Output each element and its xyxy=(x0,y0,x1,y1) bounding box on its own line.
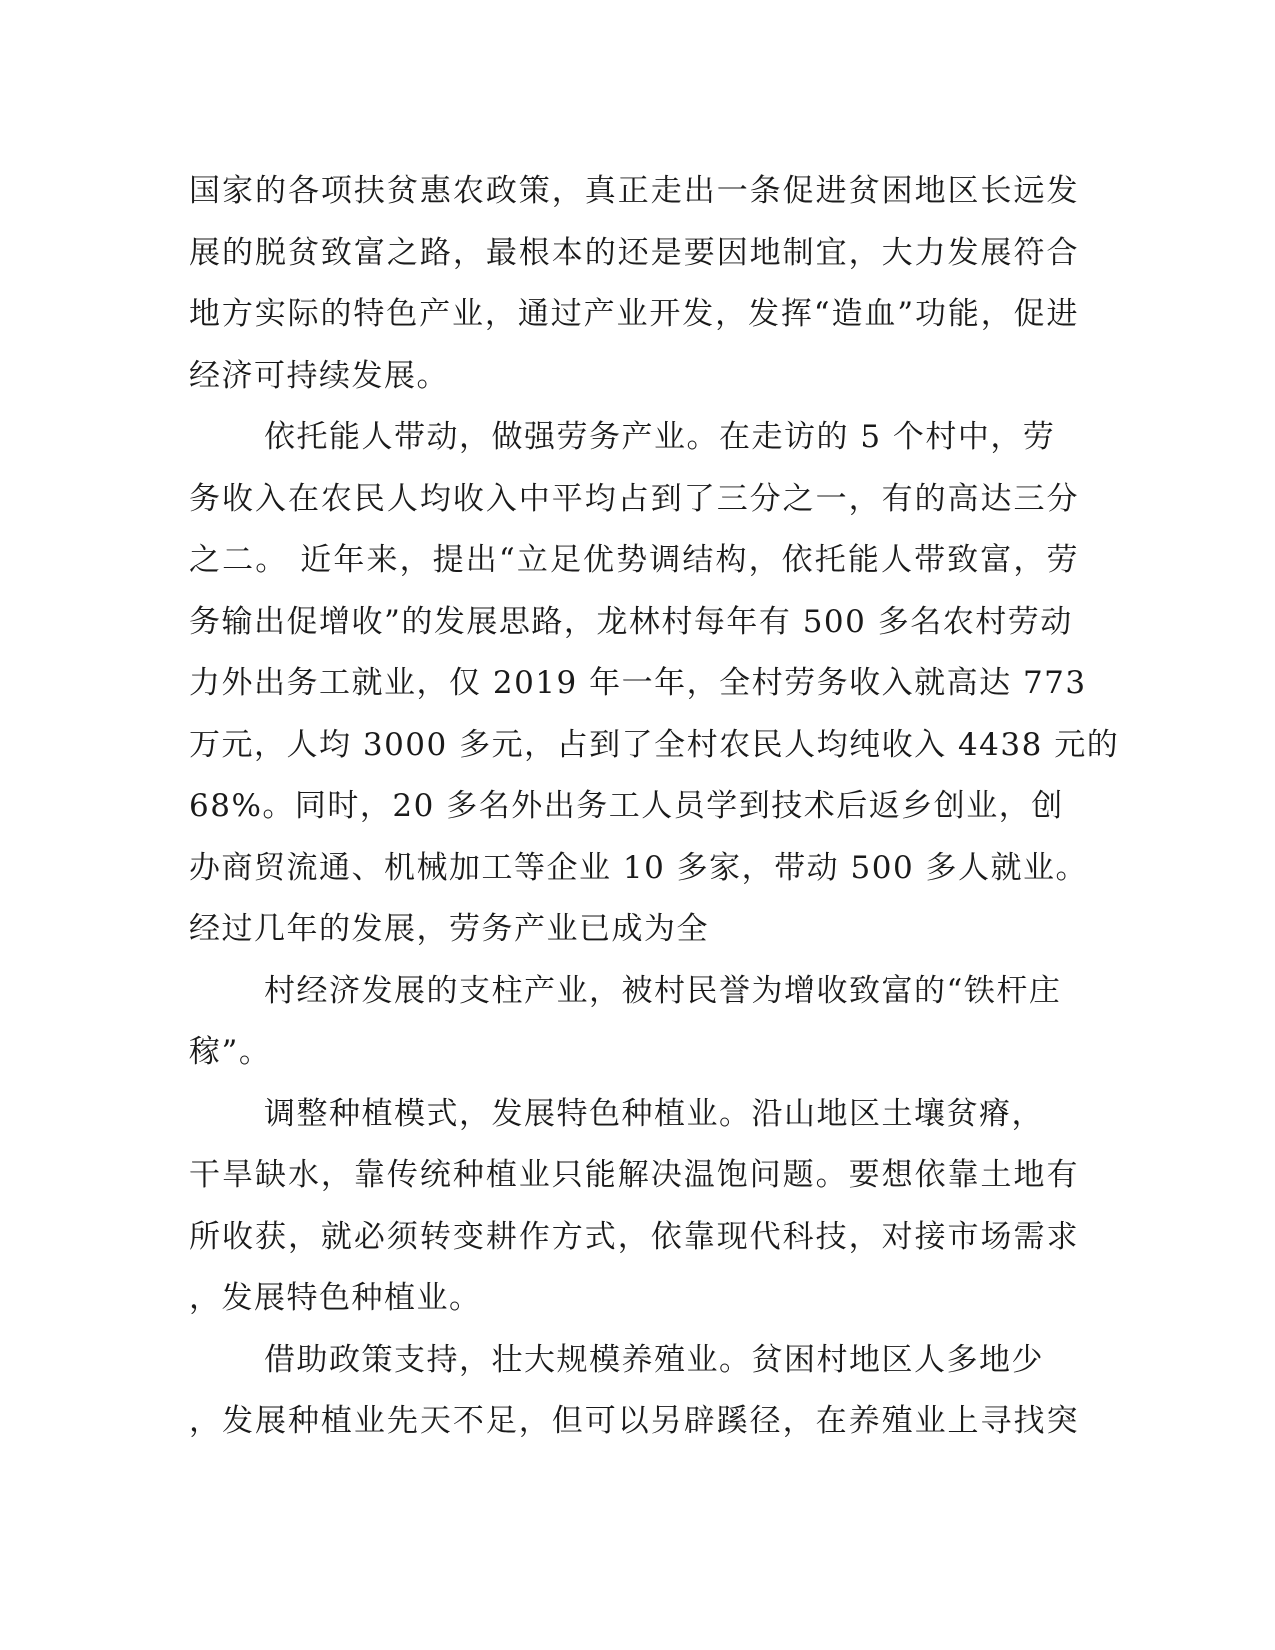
text-line: 力外出务工就业，仅 2019 年一年，全村劳务收入就高达 773 xyxy=(189,665,1087,701)
text-line: 之二。 近年来，提出“立足优势调结构，依托能人带致富，劳 xyxy=(189,542,1079,578)
text-line: 干旱缺水，靠传统种植业只能解决温饱问题。要想依靠土地有 xyxy=(189,1157,1079,1193)
text-line: 国家的各项扶贫惠农政策，真正走出一条促进贫困地区长远发 xyxy=(189,173,1079,209)
document-body xyxy=(189,161,1120,1453)
text-line: 经过几年的发展，劳务产业已成为全 xyxy=(189,911,709,947)
text-line: 办商贸流通、机械加工等企业 10 多家，带动 500 多人就业。 xyxy=(189,849,1089,886)
text-line: 地方实际的特色产业，通过产业开发，发挥“造血”功能，促进 xyxy=(189,296,1079,332)
text-line: 万元，人均 3000 多元，占到了全村农民人均纯收入 4438 元的 xyxy=(189,726,1120,763)
paragraph-start-line: 调整种植模式，发展特色种植业。沿山地区土壤贫瘠， xyxy=(264,1095,1044,1132)
paragraph-start-line: 依托能人带动，做强劳务产业。在走访的 5 个村中，劳 xyxy=(264,419,1056,455)
text-line: ，发展特色种植业。 xyxy=(189,1280,482,1316)
text-line: 所收获，就必须转变耕作方式，依靠现代科技，对接市场需求 xyxy=(189,1218,1079,1255)
paragraph-start-line: 借助政策支持，壮大规模养殖业。贫困村地区人多地少 xyxy=(264,1341,1044,1378)
text-line: 稼”。 xyxy=(189,1034,272,1070)
text-line: 务收入在农民人均收入中平均占到了三分之一，有的高达三分 xyxy=(189,480,1079,517)
paragraph-start-line: 村经济发展的支柱产业，被村民誉为增收致富的“铁杆庄 xyxy=(264,972,1062,1009)
text-line: 务输出促增收”的发展思路，龙林村每年有 500 多名农村劳动 xyxy=(189,603,1073,640)
text-line: 展的脱贫致富之路，最根本的还是要因地制宜，大力发展符合 xyxy=(189,234,1079,271)
text-line: 经济可持续发展。 xyxy=(189,357,449,394)
text-line: ，发展种植业先天不足，但可以另辟蹊径，在养殖业上寻找突 xyxy=(189,1403,1079,1439)
text-line: 68%。同时，20 多名外出务工人员学到技术后返乡创业，创 xyxy=(189,788,1064,824)
